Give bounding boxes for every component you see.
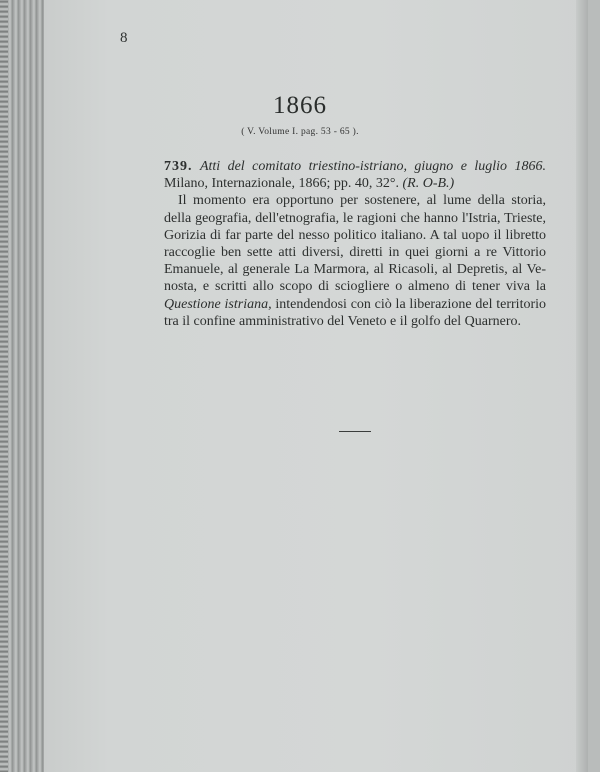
page-edge xyxy=(576,0,588,772)
entry-text-line: Emanuele, al generale La Marmora, al Ricasoli, al Depretis, al Ve- xyxy=(164,262,546,278)
entry-text-line: Il momento era opportuno per sostenere, al lume della storia, xyxy=(178,193,546,209)
entry-text-line: Gorizia di far parte del nesso politico italiano. A tal uopo il libretto xyxy=(164,227,546,243)
book-spine xyxy=(0,0,44,772)
entry-text-line: tra il confine amministrativo del Veneto e il golfo del Quarnero. xyxy=(164,313,522,329)
entry-source: (R. O-B.) xyxy=(402,176,455,192)
entry-imprint: Milano, Internazionale, 1866; pp. 40, 32°. xyxy=(164,176,399,192)
entry-italic-phrase: Questione istriana, xyxy=(164,296,272,312)
entry-text-rest: intendendosi con ciò la liberazione del territorio xyxy=(275,296,547,312)
entry-text-line: della geografia, dell'etnografia, le ragioni che hanno l'Istria, Trieste, xyxy=(164,210,546,226)
section-divider xyxy=(339,431,371,432)
bibliography-entry xyxy=(164,158,546,330)
section-year-heading: 1866 xyxy=(273,92,327,119)
entry-title: Atti del comitato triestino-istriano, giugno e luglio 1866. xyxy=(199,159,546,174)
entry-text-line xyxy=(164,296,546,313)
entry-number: 739. xyxy=(164,159,193,174)
entry-text-line: raccoglie ben sette atti diversi, diretti in quei giorni a re Vittorio xyxy=(164,245,546,261)
page-number: 8 xyxy=(120,30,128,46)
volume-reference: ( V. Volume I. pag. 53 - 65 ). xyxy=(241,127,359,137)
entry-imprint-line xyxy=(164,175,546,192)
entry-text-line: nosta, e scritti allo scopo di sciogliere o almeno di tener viva la xyxy=(164,279,546,295)
entry-heading-line xyxy=(164,158,546,175)
